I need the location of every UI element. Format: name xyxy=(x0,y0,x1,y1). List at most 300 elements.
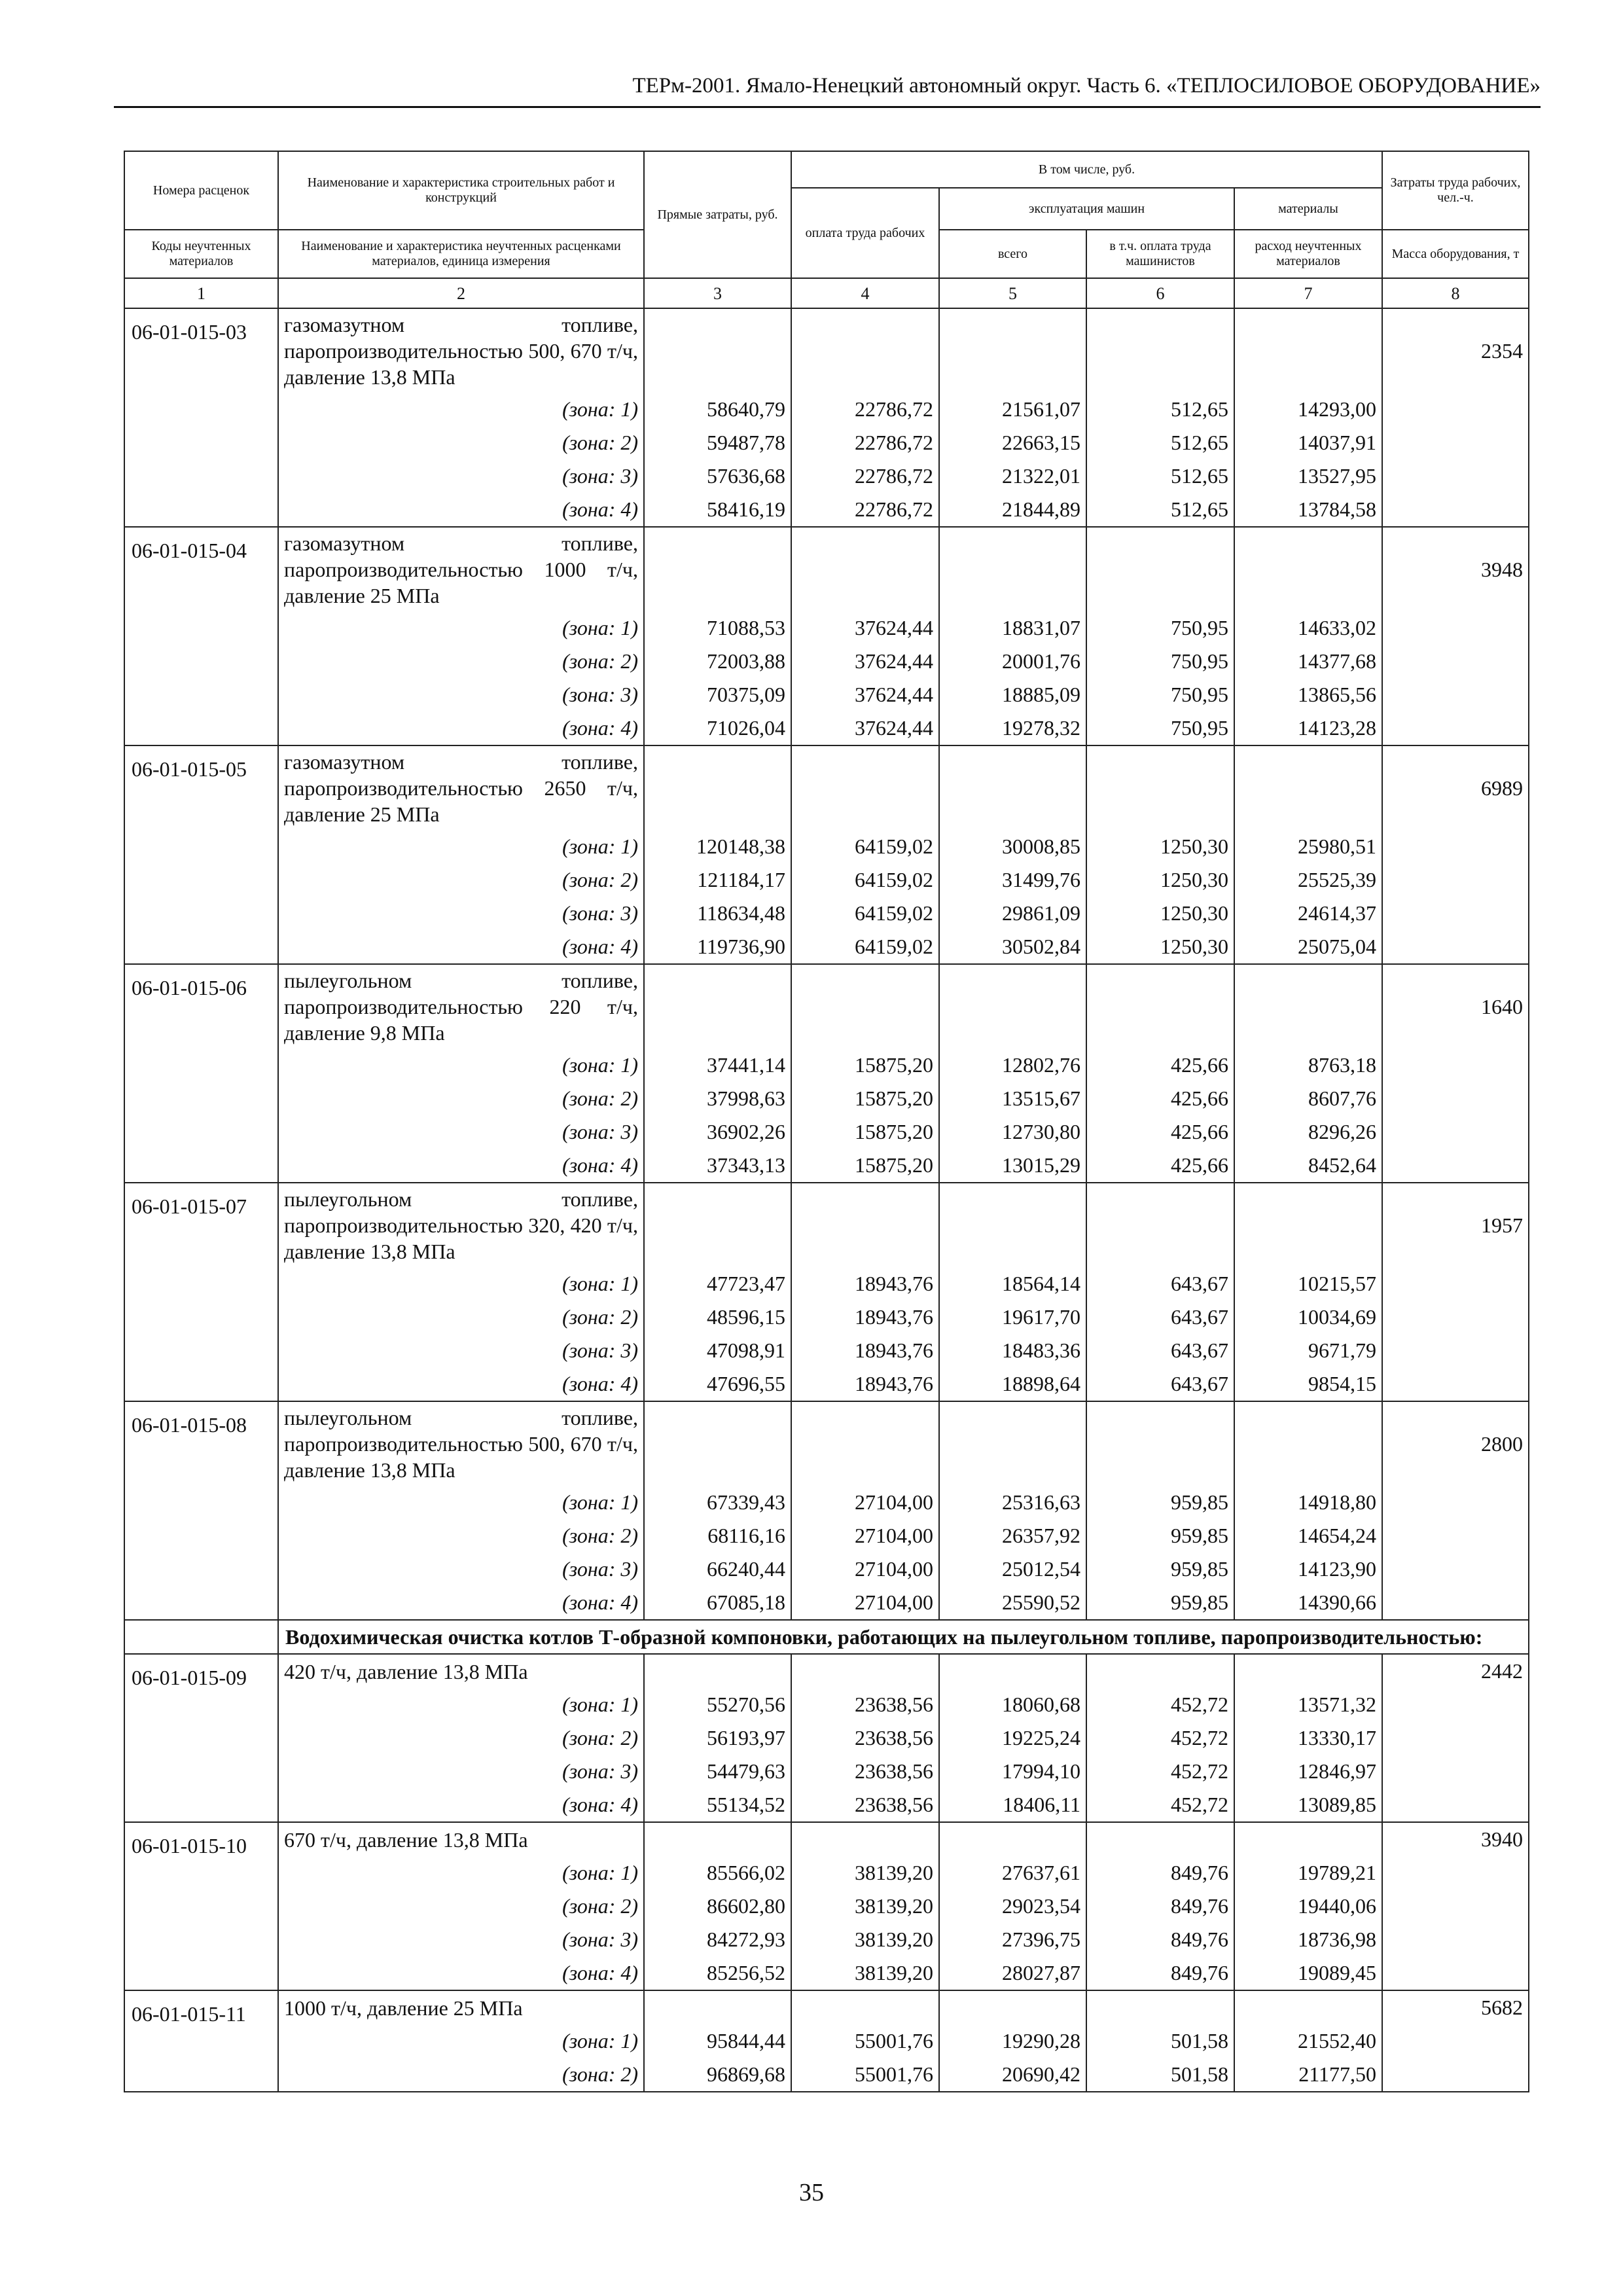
rate-description: газомазутном топливе, паропроизводительностью 500, 670 т/ч, давление 13,8 МПа xyxy=(278,308,644,393)
zone-row xyxy=(124,1552,1529,1586)
machines-total: 25590,52 xyxy=(939,1586,1086,1620)
worker-pay: 38139,20 xyxy=(791,1856,939,1890)
empty-cell xyxy=(1382,1334,1529,1367)
worker-pay: 18943,76 xyxy=(791,1334,939,1367)
machinist-pay: 452,72 xyxy=(1086,1721,1234,1755)
column-number: 4 xyxy=(791,278,939,308)
rate-row xyxy=(124,1401,1529,1486)
direct-costs: 84272,93 xyxy=(644,1923,791,1956)
zone-label: (зона: 1) xyxy=(278,1049,644,1082)
worker-pay: 55001,76 xyxy=(791,2058,939,2092)
rate-row xyxy=(124,1990,1529,2024)
empty-cell xyxy=(644,1183,791,1267)
empty-cell xyxy=(1086,1654,1234,1688)
empty-cell xyxy=(939,1401,1086,1486)
machines-total: 21844,89 xyxy=(939,493,1086,527)
worker-pay: 37624,44 xyxy=(791,645,939,678)
materials: 14293,00 xyxy=(1234,393,1382,426)
empty-cell xyxy=(1382,1923,1529,1956)
column-number: 5 xyxy=(939,278,1086,308)
header-machines-total: всего xyxy=(939,230,1086,278)
page-number: 35 xyxy=(799,2179,824,2206)
worker-pay: 37624,44 xyxy=(791,678,939,711)
worker-pay: 18943,76 xyxy=(791,1300,939,1334)
machinist-pay: 501,58 xyxy=(1086,2024,1234,2058)
zone-row xyxy=(124,426,1529,459)
direct-costs: 118634,48 xyxy=(644,897,791,930)
empty-cell xyxy=(1382,1300,1529,1334)
zone-row xyxy=(124,2058,1529,2092)
zone-row xyxy=(124,1956,1529,1990)
direct-costs: 85566,02 xyxy=(644,1856,791,1890)
table-header xyxy=(124,151,1529,308)
header-labor-hours: Затраты труда рабочих, чел.-ч. xyxy=(1382,151,1529,230)
materials: 10034,69 xyxy=(1234,1300,1382,1334)
machines-total: 31499,76 xyxy=(939,863,1086,897)
zone-row xyxy=(124,1149,1529,1183)
materials: 21177,50 xyxy=(1234,2058,1382,2092)
empty-cell xyxy=(644,964,791,1049)
machines-total: 26357,92 xyxy=(939,1519,1086,1552)
zone-label: (зона: 2) xyxy=(278,1721,644,1755)
empty-cell xyxy=(1382,1586,1529,1620)
empty-cell xyxy=(1234,1990,1382,2024)
section-row xyxy=(124,1620,1529,1654)
worker-pay: 23638,56 xyxy=(791,1721,939,1755)
zone-row xyxy=(124,1856,1529,1890)
empty-cell xyxy=(1086,1990,1234,2024)
column-number: 1 xyxy=(124,278,278,308)
direct-costs: 54479,63 xyxy=(644,1755,791,1788)
machines-total: 21561,07 xyxy=(939,393,1086,426)
zone-label: (зона: 2) xyxy=(278,1519,644,1552)
worker-pay: 15875,20 xyxy=(791,1082,939,1115)
machinist-pay: 959,85 xyxy=(1086,1486,1234,1519)
rate-code: 06-01-015-11 xyxy=(124,1990,278,2092)
materials: 14654,24 xyxy=(1234,1519,1382,1552)
empty-cell xyxy=(1382,611,1529,645)
machines-total: 28027,87 xyxy=(939,1956,1086,1990)
materials: 19789,21 xyxy=(1234,1856,1382,1890)
zone-row xyxy=(124,863,1529,897)
materials: 13784,58 xyxy=(1234,493,1382,527)
zone-label: (зона: 2) xyxy=(278,1300,644,1334)
zone-label: (зона: 3) xyxy=(278,1755,644,1788)
machines-total: 30008,85 xyxy=(939,830,1086,863)
rate-code: 06-01-015-08 xyxy=(124,1401,278,1620)
empty-cell xyxy=(1382,711,1529,745)
equipment-mass: 2800 xyxy=(1382,1401,1529,1486)
empty-cell xyxy=(939,1183,1086,1267)
equipment-mass: 5682 xyxy=(1382,1990,1529,2024)
empty-cell xyxy=(1382,493,1529,527)
machines-total: 13015,29 xyxy=(939,1149,1086,1183)
empty-cell xyxy=(1086,527,1234,611)
zone-row xyxy=(124,1721,1529,1755)
direct-costs: 58416,19 xyxy=(644,493,791,527)
zone-label: (зона: 1) xyxy=(278,1267,644,1300)
machinist-pay: 501,58 xyxy=(1086,2058,1234,2092)
materials: 8607,76 xyxy=(1234,1082,1382,1115)
empty-cell xyxy=(791,1183,939,1267)
empty-cell xyxy=(124,1620,278,1654)
page-header xyxy=(114,65,1541,108)
table-body xyxy=(124,308,1529,2092)
machines-total: 27396,75 xyxy=(939,1923,1086,1956)
machinist-pay: 425,66 xyxy=(1086,1082,1234,1115)
machines-total: 29023,54 xyxy=(939,1890,1086,1923)
equipment-mass: 1957 xyxy=(1382,1183,1529,1267)
empty-cell xyxy=(1382,459,1529,493)
materials: 14633,02 xyxy=(1234,611,1382,645)
empty-cell xyxy=(1382,1049,1529,1082)
zone-label: (зона: 3) xyxy=(278,459,644,493)
zone-label: (зона: 4) xyxy=(278,1149,644,1183)
empty-cell xyxy=(644,308,791,393)
worker-pay: 22786,72 xyxy=(791,393,939,426)
empty-cell xyxy=(1382,1519,1529,1552)
empty-cell xyxy=(1086,1822,1234,1856)
materials: 13865,56 xyxy=(1234,678,1382,711)
equipment-mass: 2442 xyxy=(1382,1654,1529,1688)
empty-cell xyxy=(791,964,939,1049)
zone-row xyxy=(124,645,1529,678)
empty-cell xyxy=(644,1822,791,1856)
materials: 18736,98 xyxy=(1234,1923,1382,1956)
page-header-title: ТЕРм-2001. Ямало-Ненецкий автономный округ. Часть 6. «ТЕПЛОСИЛОВОЕ ОБОРУДОВАНИЕ» xyxy=(632,74,1541,98)
machines-total: 25316,63 xyxy=(939,1486,1086,1519)
worker-pay: 37624,44 xyxy=(791,611,939,645)
empty-cell xyxy=(644,1990,791,2024)
empty-cell xyxy=(939,1822,1086,1856)
machines-total: 18060,68 xyxy=(939,1688,1086,1721)
materials: 14390,66 xyxy=(1234,1586,1382,1620)
zone-label: (зона: 3) xyxy=(278,1552,644,1586)
direct-costs: 121184,17 xyxy=(644,863,791,897)
zone-label: (зона: 2) xyxy=(278,1082,644,1115)
materials: 13527,95 xyxy=(1234,459,1382,493)
machines-total: 12802,76 xyxy=(939,1049,1086,1082)
header-equipment-mass: Масса оборудования, т xyxy=(1382,230,1529,278)
header-machinist-pay: в т.ч. оплата труда машинистов xyxy=(1086,230,1234,278)
worker-pay: 38139,20 xyxy=(791,1890,939,1923)
empty-cell xyxy=(1382,1082,1529,1115)
machines-total: 18564,14 xyxy=(939,1267,1086,1300)
column-number: 8 xyxy=(1382,278,1529,308)
header-material-codes: Коды неучтенных материалов xyxy=(124,230,278,278)
empty-cell xyxy=(1382,1788,1529,1822)
direct-costs: 47696,55 xyxy=(644,1367,791,1401)
worker-pay: 64159,02 xyxy=(791,830,939,863)
worker-pay: 18943,76 xyxy=(791,1367,939,1401)
empty-cell xyxy=(1382,1149,1529,1183)
empty-cell xyxy=(1382,1115,1529,1149)
zone-label: (зона: 1) xyxy=(278,2024,644,2058)
rate-row xyxy=(124,745,1529,830)
direct-costs: 72003,88 xyxy=(644,645,791,678)
materials: 9854,15 xyxy=(1234,1367,1382,1401)
header-material-names: Наименование и характеристика неучтенных расценками материалов, единица измерения xyxy=(278,230,644,278)
section-title: Водохимическая очистка котлов Т-образной компоновки, работающих на пылеугольном топливе, паропроизводительностью: xyxy=(278,1620,1529,1654)
zone-label: (зона: 4) xyxy=(278,1367,644,1401)
empty-cell xyxy=(1382,1956,1529,1990)
machinist-pay: 750,95 xyxy=(1086,711,1234,745)
empty-cell xyxy=(644,745,791,830)
empty-cell xyxy=(1234,1183,1382,1267)
rate-code: 06-01-015-05 xyxy=(124,745,278,964)
empty-cell xyxy=(791,308,939,393)
rate-description: газомазутном топливе, паропроизводительностью 2650 т/ч, давление 25 МПа xyxy=(278,745,644,830)
empty-cell xyxy=(791,1822,939,1856)
zone-label: (зона: 2) xyxy=(278,1890,644,1923)
zone-row xyxy=(124,678,1529,711)
direct-costs: 37441,14 xyxy=(644,1049,791,1082)
machines-total: 19617,70 xyxy=(939,1300,1086,1334)
equipment-mass: 2354 xyxy=(1382,308,1529,393)
zone-label: (зона: 3) xyxy=(278,1115,644,1149)
zone-row xyxy=(124,1890,1529,1923)
rate-row xyxy=(124,1183,1529,1267)
zone-row xyxy=(124,1755,1529,1788)
empty-cell xyxy=(1086,1401,1234,1486)
rate-row xyxy=(124,527,1529,611)
empty-cell xyxy=(1086,1183,1234,1267)
machines-total: 20690,42 xyxy=(939,2058,1086,2092)
machines-total: 22663,15 xyxy=(939,426,1086,459)
direct-costs: 47723,47 xyxy=(644,1267,791,1300)
materials: 8452,64 xyxy=(1234,1149,1382,1183)
empty-cell xyxy=(1234,964,1382,1049)
header-machine-operation: эксплуатация машин xyxy=(939,188,1234,230)
materials: 19089,45 xyxy=(1234,1956,1382,1990)
machinist-pay: 849,76 xyxy=(1086,1923,1234,1956)
zone-row xyxy=(124,1334,1529,1367)
header-unaccounted-materials: расход неучтенных материалов xyxy=(1234,230,1382,278)
worker-pay: 15875,20 xyxy=(791,1115,939,1149)
zone-label: (зона: 3) xyxy=(278,897,644,930)
empty-cell xyxy=(791,1654,939,1688)
rate-description: пылеугольном топливе, паропроизводительностью 220 т/ч, давление 9,8 МПа xyxy=(278,964,644,1049)
machinist-pay: 512,65 xyxy=(1086,426,1234,459)
machinist-pay: 750,95 xyxy=(1086,611,1234,645)
machinist-pay: 452,72 xyxy=(1086,1688,1234,1721)
zone-label: (зона: 3) xyxy=(278,1923,644,1956)
empty-cell xyxy=(1234,1822,1382,1856)
rate-row xyxy=(124,1654,1529,1688)
machinist-pay: 425,66 xyxy=(1086,1049,1234,1082)
rate-description: 1000 т/ч, давление 25 МПа xyxy=(278,1990,644,2024)
zone-row xyxy=(124,897,1529,930)
direct-costs: 85256,52 xyxy=(644,1956,791,1990)
machinist-pay: 452,72 xyxy=(1086,1755,1234,1788)
machines-total: 30502,84 xyxy=(939,930,1086,964)
materials: 14037,91 xyxy=(1234,426,1382,459)
empty-cell xyxy=(1382,1856,1529,1890)
machinist-pay: 849,76 xyxy=(1086,1956,1234,1990)
empty-cell xyxy=(1382,1367,1529,1401)
rate-code: 06-01-015-09 xyxy=(124,1654,278,1822)
header-including: В том числе, руб. xyxy=(791,151,1382,188)
machinist-pay: 643,67 xyxy=(1086,1367,1234,1401)
machinist-pay: 849,76 xyxy=(1086,1890,1234,1923)
machinist-pay: 425,66 xyxy=(1086,1115,1234,1149)
materials: 21552,40 xyxy=(1234,2024,1382,2058)
empty-cell xyxy=(1382,1755,1529,1788)
machinist-pay: 849,76 xyxy=(1086,1856,1234,1890)
empty-cell xyxy=(644,1654,791,1688)
zone-label: (зона: 1) xyxy=(278,830,644,863)
machines-total: 13515,67 xyxy=(939,1082,1086,1115)
machinist-pay: 1250,30 xyxy=(1086,897,1234,930)
machines-total: 17994,10 xyxy=(939,1755,1086,1788)
worker-pay: 64159,02 xyxy=(791,897,939,930)
zone-row xyxy=(124,1267,1529,1300)
direct-costs: 71088,53 xyxy=(644,611,791,645)
direct-costs: 56193,97 xyxy=(644,1721,791,1755)
zone-label: (зона: 1) xyxy=(278,1486,644,1519)
worker-pay: 18943,76 xyxy=(791,1267,939,1300)
machines-total: 20001,76 xyxy=(939,645,1086,678)
zone-row xyxy=(124,830,1529,863)
machinist-pay: 959,85 xyxy=(1086,1586,1234,1620)
zone-row xyxy=(124,1923,1529,1956)
empty-cell xyxy=(1234,1401,1382,1486)
empty-cell xyxy=(791,1990,939,2024)
empty-cell xyxy=(1382,1486,1529,1519)
machinist-pay: 959,85 xyxy=(1086,1552,1234,1586)
zone-label: (зона: 1) xyxy=(278,1688,644,1721)
header-worker-pay: оплата труда рабочих xyxy=(791,188,939,278)
machines-total: 27637,61 xyxy=(939,1856,1086,1890)
zone-row xyxy=(124,930,1529,964)
machines-total: 21322,01 xyxy=(939,459,1086,493)
zone-row xyxy=(124,2024,1529,2058)
empty-cell xyxy=(1382,863,1529,897)
zone-row xyxy=(124,493,1529,527)
rate-description: пылеугольном топливе, паропроизводительностью 500, 670 т/ч, давление 13,8 МПа xyxy=(278,1401,644,1486)
zone-row xyxy=(124,711,1529,745)
machinist-pay: 512,65 xyxy=(1086,393,1234,426)
zone-row xyxy=(124,1688,1529,1721)
zone-row xyxy=(124,393,1529,426)
direct-costs: 96869,68 xyxy=(644,2058,791,2092)
direct-costs: 47098,91 xyxy=(644,1334,791,1367)
materials: 25980,51 xyxy=(1234,830,1382,863)
rate-description: 420 т/ч, давление 13,8 МПа xyxy=(278,1654,644,1688)
worker-pay: 37624,44 xyxy=(791,711,939,745)
machines-total: 25012,54 xyxy=(939,1552,1086,1586)
zone-label: (зона: 4) xyxy=(278,930,644,964)
worker-pay: 23638,56 xyxy=(791,1688,939,1721)
zone-label: (зона: 4) xyxy=(278,1586,644,1620)
rate-row xyxy=(124,964,1529,1049)
zone-row xyxy=(124,459,1529,493)
direct-costs: 67085,18 xyxy=(644,1586,791,1620)
materials: 8296,26 xyxy=(1234,1115,1382,1149)
worker-pay: 22786,72 xyxy=(791,459,939,493)
direct-costs: 59487,78 xyxy=(644,426,791,459)
header-work-name: Наименование и характеристика строительных работ и конструкций xyxy=(278,151,644,230)
materials: 13089,85 xyxy=(1234,1788,1382,1822)
empty-cell xyxy=(939,745,1086,830)
rate-code: 06-01-015-04 xyxy=(124,527,278,745)
worker-pay: 27104,00 xyxy=(791,1519,939,1552)
column-number: 3 xyxy=(644,278,791,308)
worker-pay: 38139,20 xyxy=(791,1956,939,1990)
empty-cell xyxy=(939,1990,1086,2024)
machinist-pay: 643,67 xyxy=(1086,1334,1234,1367)
worker-pay: 64159,02 xyxy=(791,930,939,964)
rate-description: пылеугольном топливе, паропроизводительностью 320, 420 т/ч, давление 13,8 МПа xyxy=(278,1183,644,1267)
direct-costs: 55134,52 xyxy=(644,1788,791,1822)
direct-costs: 66240,44 xyxy=(644,1552,791,1586)
machinist-pay: 750,95 xyxy=(1086,678,1234,711)
materials: 24614,37 xyxy=(1234,897,1382,930)
zone-row xyxy=(124,611,1529,645)
empty-cell xyxy=(1382,1721,1529,1755)
direct-costs: 37343,13 xyxy=(644,1149,791,1183)
empty-cell xyxy=(1382,1267,1529,1300)
equipment-mass: 3940 xyxy=(1382,1822,1529,1856)
machines-total: 18831,07 xyxy=(939,611,1086,645)
column-number: 2 xyxy=(278,278,644,308)
machinist-pay: 643,67 xyxy=(1086,1300,1234,1334)
direct-costs: 37998,63 xyxy=(644,1082,791,1115)
direct-costs: 68116,16 xyxy=(644,1519,791,1552)
zone-row xyxy=(124,1486,1529,1519)
empty-cell xyxy=(1086,308,1234,393)
zone-label: (зона: 2) xyxy=(278,2058,644,2092)
materials: 8763,18 xyxy=(1234,1049,1382,1082)
zone-row xyxy=(124,1586,1529,1620)
equipment-mass: 6989 xyxy=(1382,745,1529,830)
direct-costs: 58640,79 xyxy=(644,393,791,426)
worker-pay: 27104,00 xyxy=(791,1486,939,1519)
materials: 14123,28 xyxy=(1234,711,1382,745)
zone-row xyxy=(124,1300,1529,1334)
empty-cell xyxy=(1382,930,1529,964)
empty-cell xyxy=(1234,527,1382,611)
empty-cell xyxy=(1382,1890,1529,1923)
materials: 13330,17 xyxy=(1234,1721,1382,1755)
zone-label: (зона: 4) xyxy=(278,1956,644,1990)
rates-table xyxy=(124,151,1529,2092)
materials: 14377,68 xyxy=(1234,645,1382,678)
zone-label: (зона: 2) xyxy=(278,863,644,897)
empty-cell xyxy=(1234,1654,1382,1688)
rate-row xyxy=(124,308,1529,393)
empty-cell xyxy=(1234,308,1382,393)
zone-label: (зона: 4) xyxy=(278,711,644,745)
empty-cell xyxy=(1382,1688,1529,1721)
zone-row xyxy=(124,1082,1529,1115)
machinist-pay: 512,65 xyxy=(1086,459,1234,493)
empty-cell xyxy=(644,1401,791,1486)
empty-cell xyxy=(791,745,939,830)
worker-pay: 22786,72 xyxy=(791,426,939,459)
rate-description: газомазутном топливе, паропроизводительностью 1000 т/ч, давление 25 МПа xyxy=(278,527,644,611)
machinist-pay: 750,95 xyxy=(1086,645,1234,678)
empty-cell xyxy=(791,1401,939,1486)
machinist-pay: 452,72 xyxy=(1086,1788,1234,1822)
empty-cell xyxy=(1382,645,1529,678)
direct-costs: 70375,09 xyxy=(644,678,791,711)
worker-pay: 38139,20 xyxy=(791,1923,939,1956)
machinist-pay: 1250,30 xyxy=(1086,830,1234,863)
machinist-pay: 643,67 xyxy=(1086,1267,1234,1300)
direct-costs: 36902,26 xyxy=(644,1115,791,1149)
empty-cell xyxy=(939,1654,1086,1688)
